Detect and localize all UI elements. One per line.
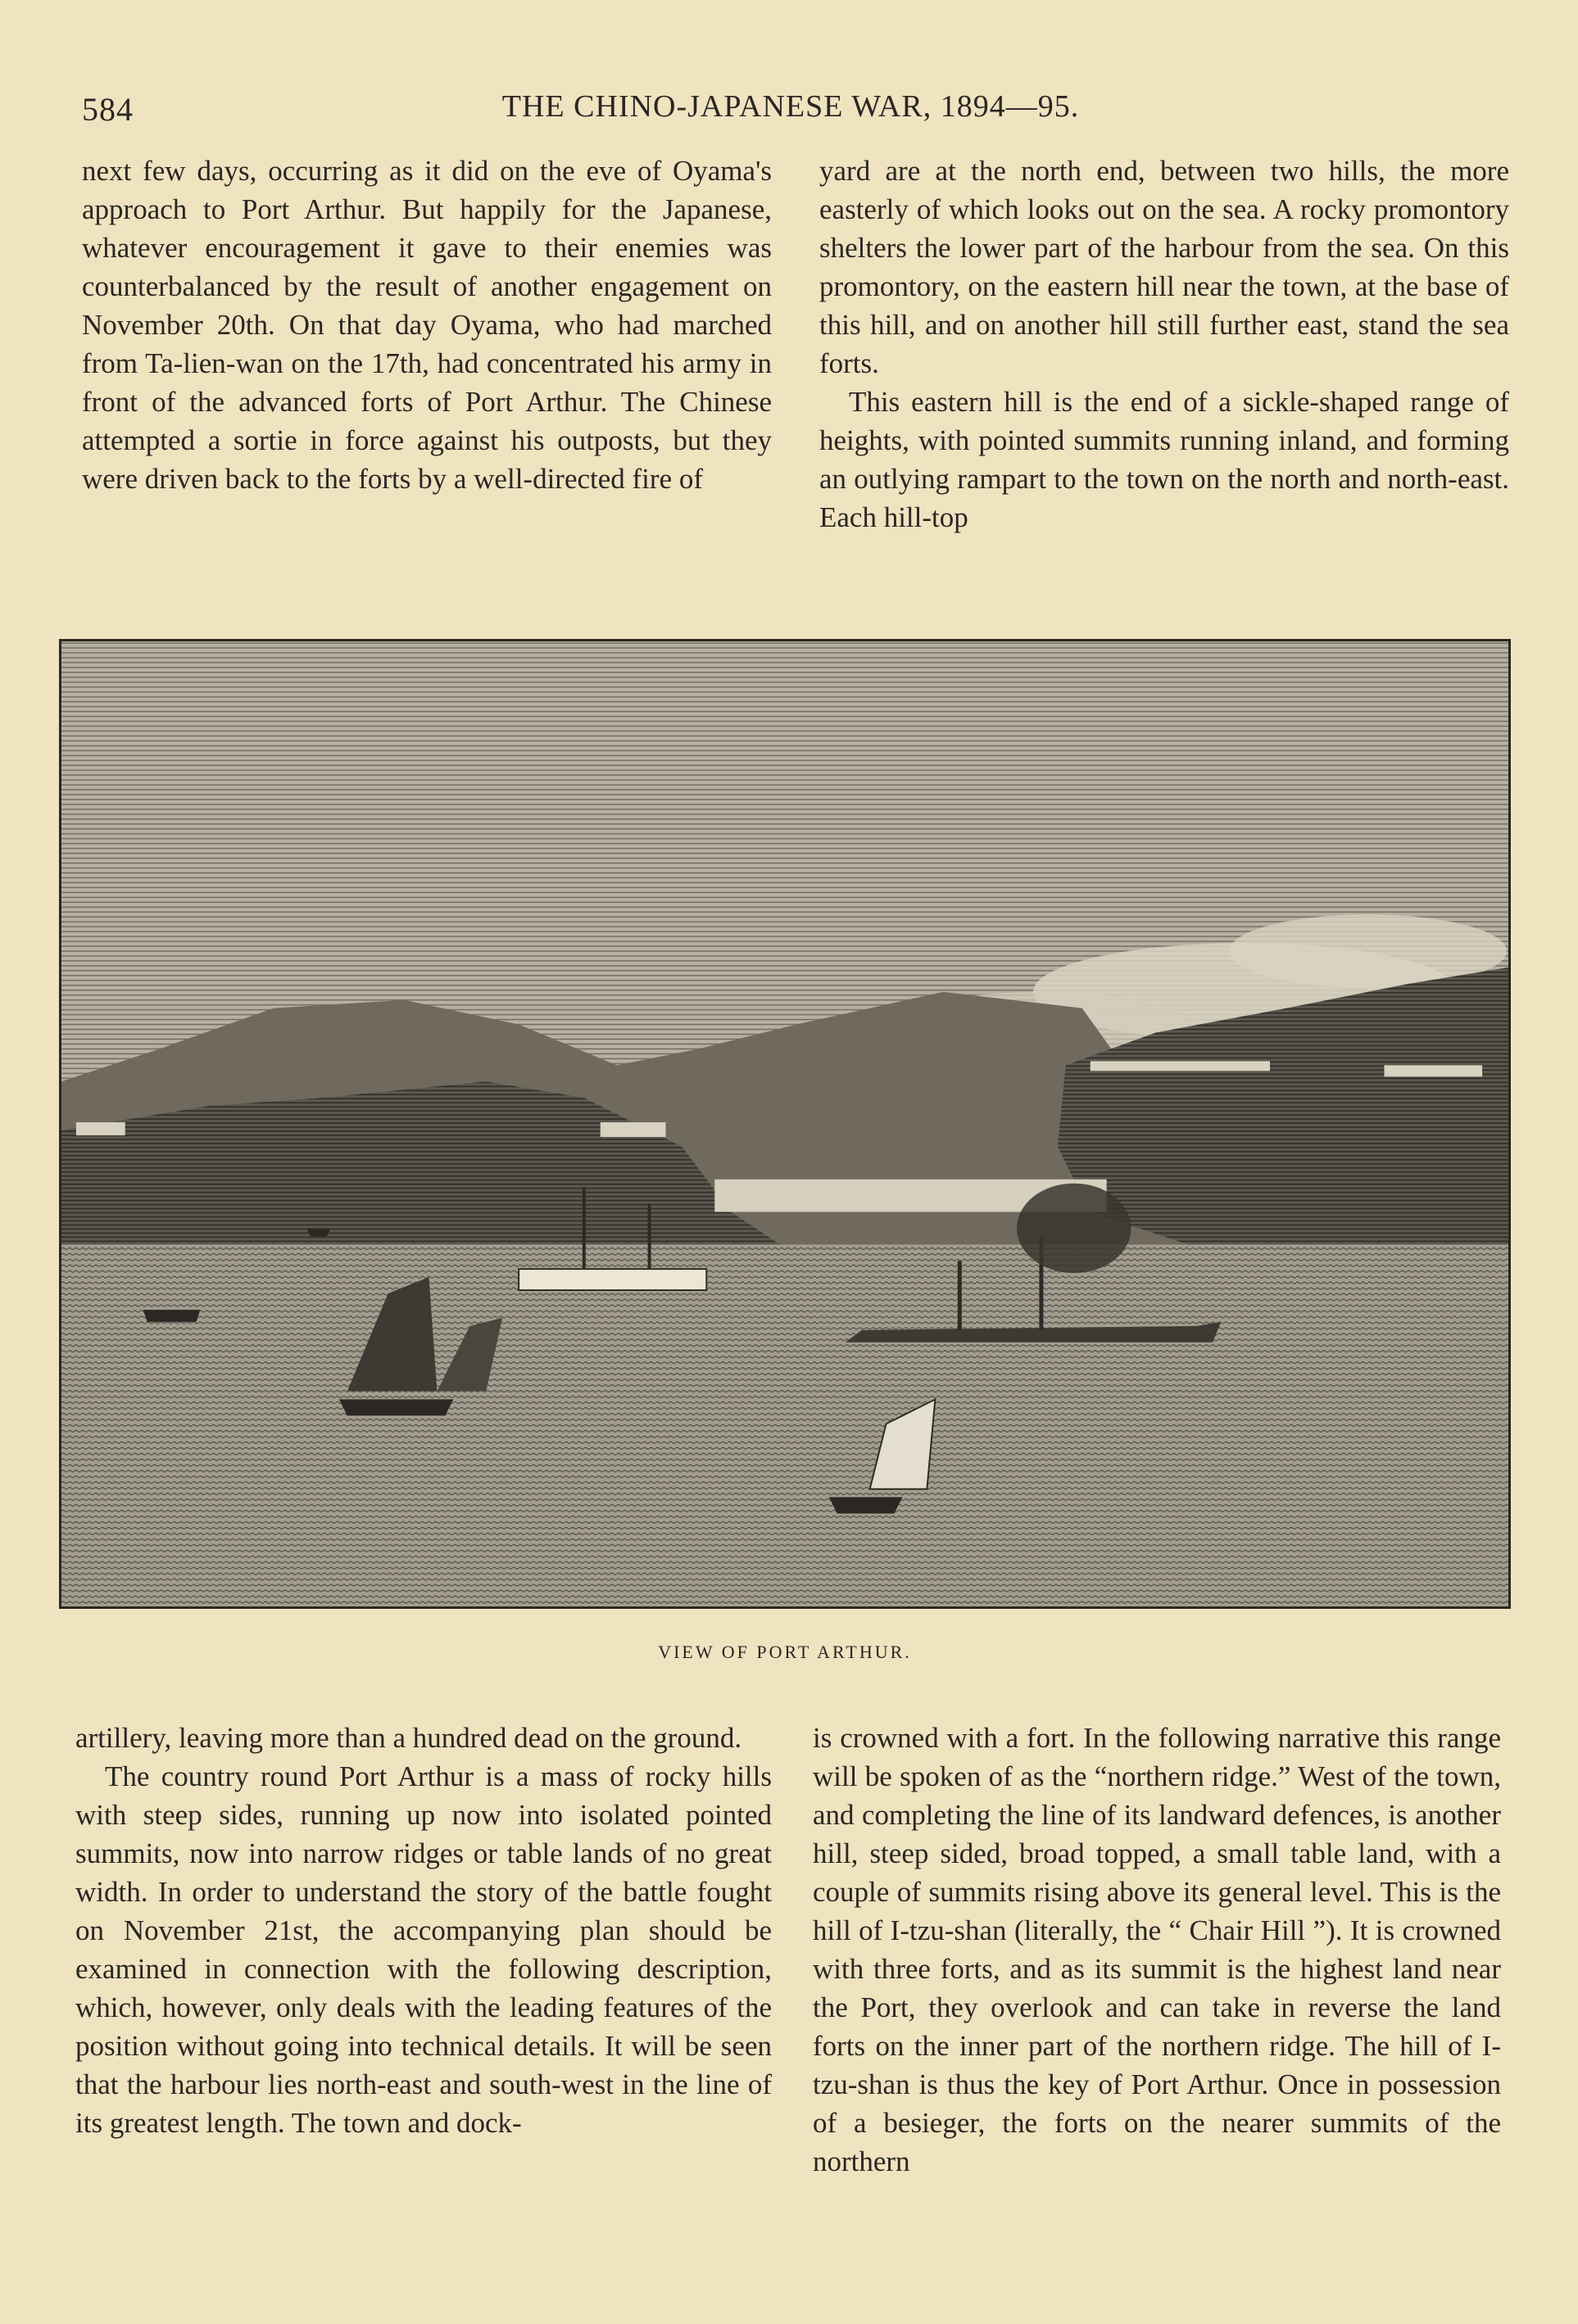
page-header (82, 82, 1499, 139)
column-top-left (82, 152, 772, 498)
running-title: THE CHINO-JAPANESE WAR, 1894—95. (501, 89, 1080, 124)
paragraph: artillery, leaving more than a hundred dead on the ground. (75, 1722, 742, 1754)
junk (829, 1497, 903, 1514)
steamship (519, 1269, 706, 1290)
fort (1385, 1065, 1483, 1076)
column-bottom-left (75, 1719, 772, 2142)
junk (143, 1310, 201, 1322)
smoke (1017, 1184, 1131, 1273)
paragraph: is crowned with a fort. In the following narrative this range will be spoken of as the “northern ridge.” West of the town, and completing the line of its landward defences, is another hill, steep sided, broad topped, a small table land, with a couple of summits rising above its general level. This is the hill of I-tzu-shan (literally, the “ Chair Hill ”). It is crowned with three forts, and as its summit is the highest land near the Port, they overlook and can take in reverse the land forts on the inner part of the northern ridge. The hill of I-tzu-shan is thus the key of Port Arthur. Once in possession of a besieger, the forts on the nearer summits of the northern (813, 1722, 1501, 2177)
figure-caption: VIEW OF PORT ARTHUR. (658, 1642, 912, 1662)
paragraph: The country round Port Arthur is a mass of rocky hills with steep sides, running up now into isolated pointed summits, now into narrow ridges or table lands of no great width. In order to understand the story of the battle fought on November 21st, the accompanying plan should be examined in connection with the following description, which, however, only deals with the leading features of the position without going into technical details. It will be seen that the harbour lies north-east and south-west in the line of its greatest length. The town and dock- (75, 1760, 772, 2139)
paragraph: yard are at the north end, between two hills, the more easterly of which looks out on the sea. A rocky promontory shelters the lower part of the harbour from the sea. On this promontory, on the eastern hill near the town, at the base of this hill, and on another hill still further east, stand the sea forts. (819, 155, 1509, 379)
fort (76, 1122, 125, 1135)
page-number: 584 (82, 91, 134, 128)
column-top-right (819, 152, 1509, 537)
junk (339, 1399, 454, 1416)
engraving-port-arthur (59, 639, 1511, 1609)
sea (61, 1244, 1508, 1606)
column-bottom-right (813, 1719, 1501, 2181)
fort (1091, 1061, 1270, 1071)
fort (601, 1122, 666, 1137)
paragraph: next few days, occurring as it did on the eve of Oyama's approach to Port Arthur. But happily for the Japanese, whatever encouragement it gave to their enemies was counterbalanced by the result of another engagement on November 20th. On that day Oyama, who had marched from Ta-lien-wan on the 17th, had concentrated his army in front of the advanced forts of Port Arthur. The Chinese attempted a sortie in force against his outposts, but they were driven back to the forts by a well-directed fire of (82, 155, 772, 495)
engraving-illustration (61, 641, 1508, 1606)
paragraph: This eastern hill is the end of a sickle-shaped range of heights, with pointed summits running inland, and forming an outlying rampart to the town on the north and north-east. Each hill-top (819, 386, 1509, 533)
